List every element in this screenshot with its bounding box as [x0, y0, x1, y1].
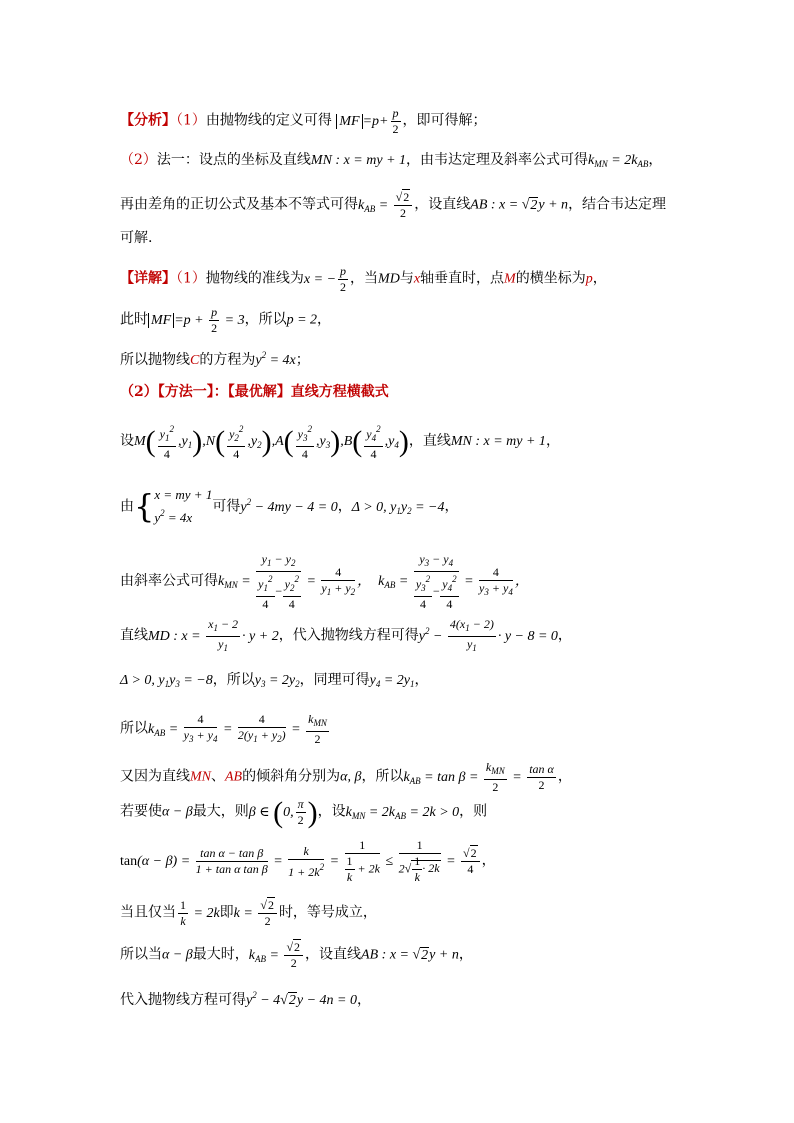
detail-text: ， [444, 498, 459, 515]
detail-slope-line [120, 552, 529, 612]
detail-method-heading: 【方法一】：【最优解】直线方程横截式 [157, 384, 389, 400]
detail-text: ，直线 [408, 433, 451, 450]
detail-part2-label: （2） [120, 384, 158, 400]
detail-text: ，设 [317, 803, 346, 820]
analysis-text: 设点的坐标及直线 [198, 152, 311, 168]
formula-ab: AB : x = √2y + n [470, 197, 569, 213]
detail-text: ，同理可得 [299, 672, 370, 688]
formula-system: x = my + 1 $y^2 = 4x$ [154, 487, 213, 525]
detail-text: 直线 [120, 627, 148, 644]
math-ab: AB [225, 769, 243, 785]
detail-max-line [120, 797, 487, 828]
detail-text: 轴垂直时，点 [420, 270, 505, 287]
detail-line-1: 【详解】（1）抛物线的准线为x = − $\frac{p}{2}$ ，当MD与x轴垂直时，点M的横坐标为p， [120, 264, 607, 294]
detail-text: ，代入抛物线方程可得 [278, 627, 419, 644]
detail-text: 的横坐标为 [515, 270, 586, 287]
detail-text: ，则 [459, 803, 488, 820]
formula-slopes: $k_{MN}$ = $y_1 - y_2$ $\frac{y_1^2}{4}$ − $\frac{y_2^2}{4}$ = $\frac{4}{y_1 + y_2}$ ， $k_{AB}$ = $y_3 - y_4$ $\frac{y_3^2}{4}$ − $\frac{y_4^2}{4}$ = $\frac{4}{y_3 + y_4}$ ， [218, 552, 529, 611]
detail-line-2 [120, 305, 331, 336]
detail-conclusion-line: 所以当α − β最大时，$k_{AB}$ = $\frac{√2}{2}$ ，设直线AB : x = √2y + n， [120, 940, 473, 970]
math-p: p [585, 271, 593, 287]
detail-part2-heading [120, 382, 389, 402]
analysis-text: 可解. [120, 230, 153, 246]
detail-text: 由斜率公式可得 [120, 573, 218, 590]
detail-text: ，当 [350, 270, 379, 287]
formula-alpha-beta: α, β [340, 769, 362, 785]
detail-tan-line: tan(α − β) = $\frac{\text{tan α − tan β}}{\text{1 + tan α tan β}}$ = $\frac{k}{1 + 2k^2}$ = 1 $\frac{1}{k}$ + 2k ≤ 1 2√ $\frac{1}{k}$ · 2k = $\frac{√2}{4}$ ， [120, 838, 496, 884]
formula-kmn: $k_{MN} = 2k_{AB}$ [588, 153, 649, 169]
formula-1k-2k: $\frac{1}{k}$ = 2k [180, 898, 220, 928]
detail-text: 抛物线的准线为 [205, 270, 304, 287]
analysis-text: 由抛物线的定义可得 [205, 112, 332, 129]
formula-beta-range: β ∈ (0, $\frac{\pi}{2}$ ) [248, 795, 318, 829]
formula-y4: $y_4 = 2y_1$ [369, 673, 415, 689]
formula-directrix: x = − $\frac{p}{2}$ [303, 264, 347, 294]
analysis-line-2: （2）法一：设点的坐标及直线MN : x = my + 1，由韦达定理及斜率公式可得$k_{MN} = 2k_{AB}$， [120, 152, 663, 169]
formula-alpha-minus-beta: α − β [162, 804, 193, 820]
detail-text: ，所以 [212, 672, 255, 688]
analysis-line-3 [120, 190, 666, 221]
detail-text: 若要使 [120, 803, 162, 820]
detail-text: 即 [219, 904, 234, 921]
formula-y3: $y_3 = 2y_2$ [254, 673, 300, 689]
detail-substitute-line: 代入抛物线方程可得$y^2 - 4√2y - 4n = 0$， [120, 990, 371, 1008]
formula-quadratic: $y^2 - 4my - 4 = 0$ [240, 496, 338, 515]
detail-text: 最大时， [192, 946, 249, 963]
detail-text: ， [317, 311, 332, 328]
analysis-part1-label: （1） [176, 112, 206, 129]
formula-y1y3: Δ > 0, $y_1y_3 = -8$ [120, 673, 213, 689]
formula-alpha-minus-beta-2: α − β [162, 947, 193, 963]
formula-md-quad: $y^2$ − $\frac{4(x_1 - 2)}{y_1}$ · y − 8 = 0 [418, 617, 558, 653]
detail-text: 的方程为 [199, 352, 256, 368]
formula-p2: p = 2 [286, 312, 318, 328]
formula-tan-diff: tan(α − β) = $\frac{\text{tan α − tan β}}{\text{1 + tan α tan β}}$ = $\frac{k}{1 + 2k^2}$ = 1 $\frac{1}{k}$ + 2k ≤ 1 2√ $\frac{1}{k}$ · 2k = $\frac{√2}{4}$ [120, 854, 482, 869]
analysis-text: ，由韦达定理及斜率公式可得 [406, 152, 589, 168]
detail-text: 所以 [120, 720, 148, 737]
detail-text: 此时 [120, 311, 148, 328]
analysis-text: 再由差角的正切公式及基本不等式可得 [120, 196, 358, 213]
formula-parabola: $y^2 = 4x$ [255, 350, 296, 368]
formula-mf: MF =p+ $\frac{p}{2}$ [336, 114, 402, 129]
detail-equality-line [120, 898, 377, 929]
detail-angle-line: 又因为直线MN、AB的倾斜角分别为α, β，所以$k_{AB} = \tan \beta$ = $\frac{k_{MN}}{2}$ = $\frac{\text{tan α}}{2}$ ， [120, 760, 572, 794]
detail-text: ，设直线 [305, 946, 362, 963]
formula-mn: MN : x = my + 1 [310, 153, 407, 168]
math-md: MD [378, 271, 400, 287]
formula-ab-quad: $y^2 - 4√2y - 4n = 0$ [246, 990, 357, 1008]
detail-text: 与 [399, 270, 414, 287]
analysis-line-1 [120, 106, 487, 137]
detail-text: 代入抛物线方程可得 [120, 992, 246, 1008]
formula-md: MD : x = $\frac{x_1 - 2}{y_1}$ · y + 2 [148, 617, 279, 653]
analysis-tag: 【分析】 [120, 112, 176, 129]
analysis-text: ，即可得解； [402, 112, 487, 129]
detail-text: 当且仅当 [120, 904, 176, 921]
math-m: M [504, 271, 516, 287]
detail-text: 由 [120, 498, 134, 515]
formula-tan-beta: $k_{AB} = \tan \beta$ = $\frac{k_{MN}}{2}$ = $\frac{\text{tan α}}{2}$ [403, 760, 554, 794]
formula-k-value: k = $\frac{√2}{2}$ [234, 906, 279, 921]
formula-kab-value: $k_{AB}$ = $\frac{√2}{2}$ [249, 948, 305, 963]
formula-mf-value: MF =p + $\frac{p}{2}$ = 3 [148, 313, 245, 328]
detail-system-line: 由{x = my + 1 $y^2 = 4x$可得$y^2 - 4my - 4 = 0$，Δ > 0, $y_1y_2 = -4$， [120, 487, 459, 526]
detail-tag: 【详解】 [120, 270, 176, 287]
detail-points-line [120, 422, 560, 462]
detail-text: 的倾斜角分别为 [242, 768, 341, 785]
detail-text: ，所以 [361, 768, 404, 785]
detail-text: 所以当 [120, 946, 162, 963]
formula-kmn-2k: $k_{MN} = 2k_{AB} = 2k > 0$ [345, 804, 460, 821]
detail-text: ，所以 [244, 311, 287, 328]
detail-part1-label: （1） [176, 270, 206, 287]
formula-delta: Δ > 0, $y_1y_2 = -4$ [351, 499, 445, 516]
detail-text: 、 [211, 768, 225, 785]
analysis-text: ，设直线 [414, 196, 471, 213]
analysis-line-4 [120, 228, 152, 248]
analysis-text: ，结合韦达定理 [568, 196, 667, 213]
formula-kab-relation: $k_{AB}$ = $\frac{4}{y_3 + y_4}$ = $\frac{4}{2(y_1 + y_2)}$ = $\frac{k_{MN}}{2}$ [148, 712, 327, 746]
math-mn: MN [190, 769, 211, 785]
detail-kab-line [120, 712, 331, 747]
detail-text: ， [545, 433, 560, 450]
formula-mn-line: MN : x = my + 1 [450, 434, 546, 450]
detail-md-line: 直线MD : x = $\frac{x_1 - 2}{y_1}$ · y + 2，代入抛物线方程可得$y^2$ − $\frac{4(x_1 - 2)}{y_1}$ · y − 8 = 0， [120, 617, 572, 653]
math-c: C [190, 353, 200, 368]
formula-points: M( $\frac{y_1^2}{4}$ $,y_1),N$( $\frac{y_2^2}{4}$ $,y_2),A$( $\frac{y_3^2}{4}$ $,y_3),B$( $\frac{y_4^2}{4}$ $,y_4$) [134, 424, 409, 461]
detail-text: ； [295, 352, 310, 368]
detail-text: 时，等号成立， [278, 904, 377, 921]
math-x: x [413, 271, 421, 287]
detail-text: 所以抛物线 [120, 352, 190, 368]
detail-text: 设 [120, 433, 134, 450]
detail-delta-line: Δ > 0, $y_1y_3 = -8$，所以$y_3 = 2y_2$，同理可得$y_4 = 2y_1$， [120, 672, 429, 689]
detail-text: 最大，则 [192, 803, 249, 820]
formula-kab: $k_{AB}$ = $\frac{√2}{2}$ [358, 198, 414, 213]
detail-text: 可得 [212, 498, 241, 515]
detail-text: 又因为直线 [120, 768, 190, 785]
detail-line-3 [120, 345, 310, 371]
analysis-part2-label: （2） [120, 152, 157, 168]
analysis-method: 法一： [156, 152, 199, 168]
formula-ab-line: AB : x = √2y + n [361, 947, 459, 963]
